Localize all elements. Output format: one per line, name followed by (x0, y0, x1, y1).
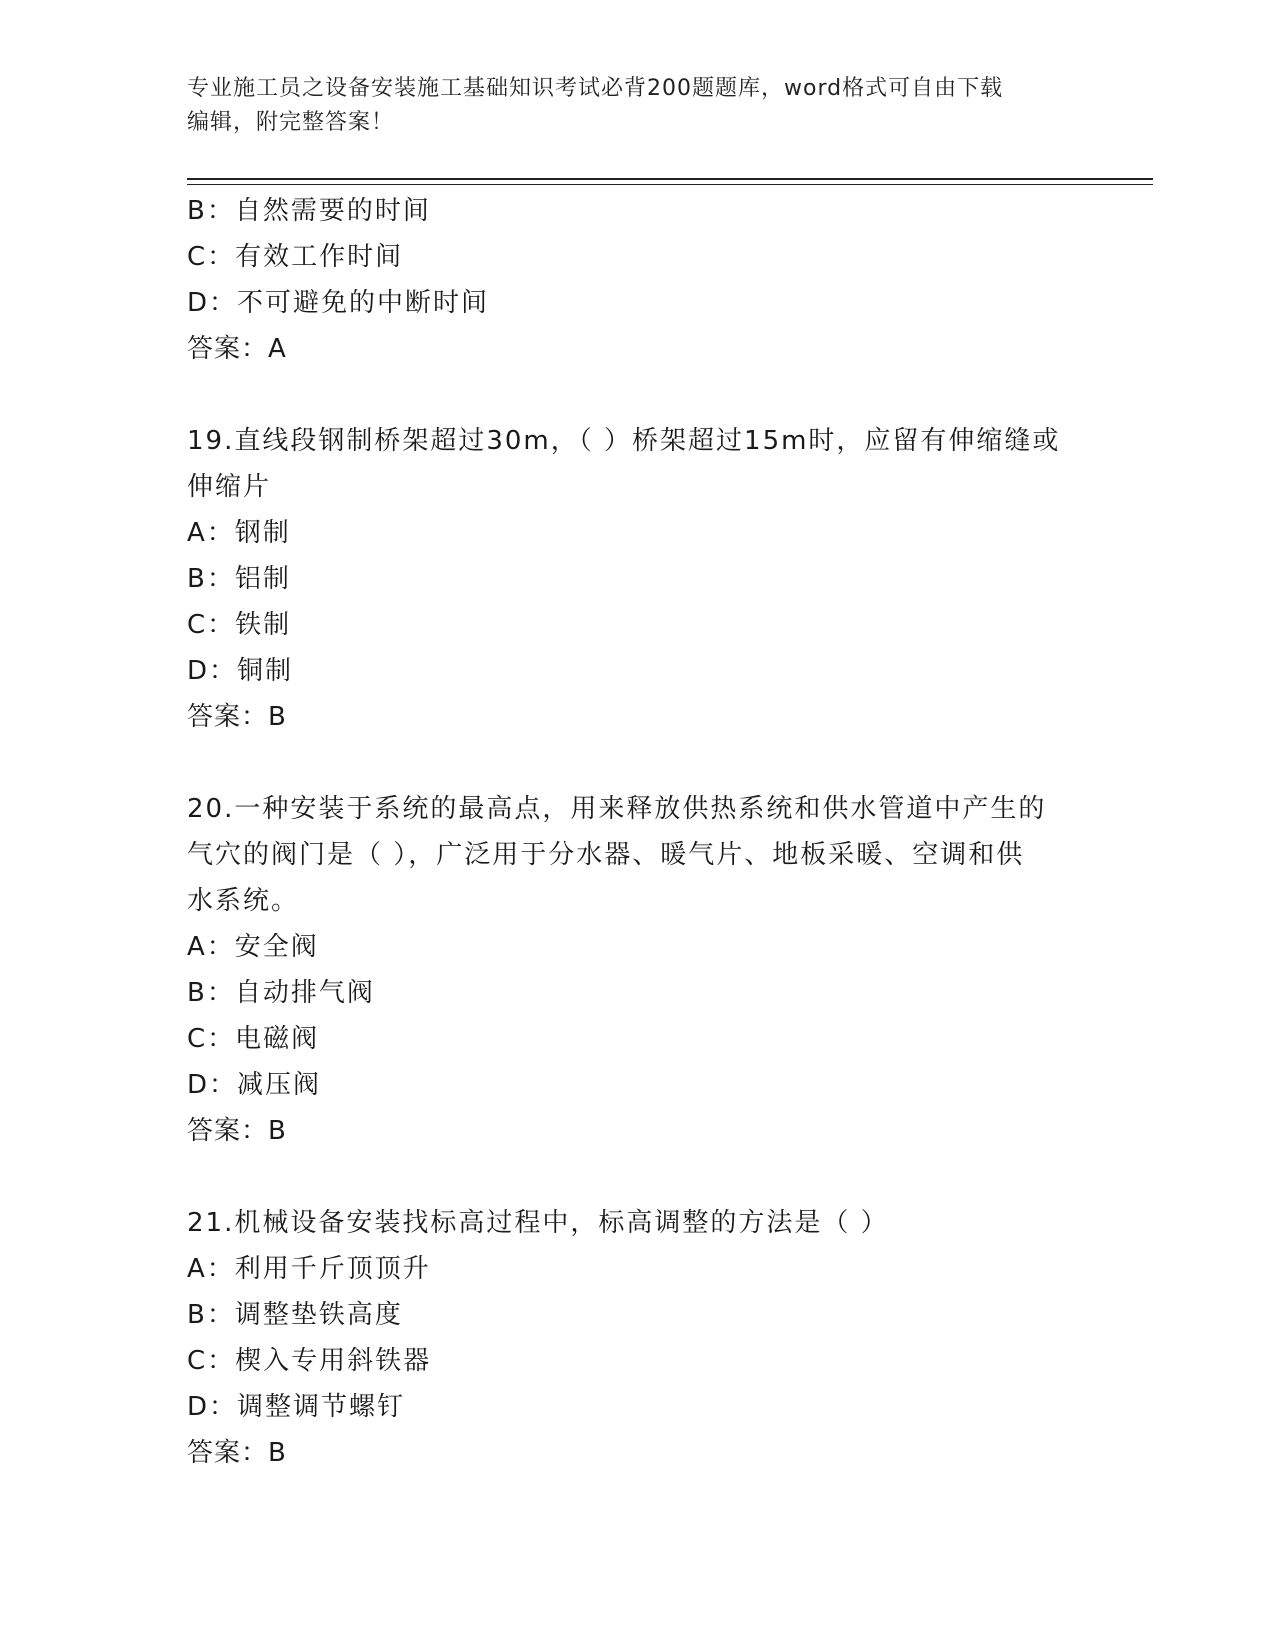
question-list (187, 188, 1087, 1476)
question-stem-continued: 水系统。 (187, 886, 300, 916)
answer: 答案：B (187, 1116, 287, 1146)
spacer (187, 1154, 1087, 1200)
spacer (187, 740, 1087, 786)
option-b: B：自然需要的时间 (187, 196, 431, 226)
question-20-block (187, 786, 1087, 1154)
question-stem: 20.一种安装于系统的最高点，用来释放供热系统和供水管道中产生的 (187, 794, 1047, 824)
option-d: D：铜制 (187, 656, 294, 686)
header-divider-thin (187, 184, 1153, 185)
question-21-block (187, 1200, 1087, 1476)
option-a: A：利用千斤顶顶升 (187, 1254, 431, 1284)
option-d: D：减压阀 (187, 1070, 322, 1100)
header-title-line-1: 专业施工员之设备安装施工基础知识考试必背200题题库，word格式可自由下载 (187, 76, 1004, 101)
question-18-block (187, 188, 1087, 372)
page-header (187, 72, 1087, 140)
option-a: A：安全阀 (187, 932, 319, 962)
question-stem: 21.机械设备安装找标高过程中，标高调整的方法是（ ） (187, 1208, 889, 1238)
header-divider (187, 178, 1153, 180)
question-stem: 19.直线段钢制桥架超过30m，（ ）桥架超过15m时，应留有伸缩缝或 (187, 426, 1061, 456)
question-stem-continued: 气穴的阀门是（ ），广泛用于分水器、暖气片、地板采暖、空调和供 (187, 840, 1025, 870)
answer: 答案：A (187, 334, 287, 364)
option-c: C：楔入专用斜铁器 (187, 1346, 432, 1376)
option-a: A：钢制 (187, 518, 291, 548)
option-b: B：铝制 (187, 564, 291, 594)
answer: 答案：B (187, 702, 287, 732)
option-d: D：调整调节螺钉 (187, 1392, 406, 1422)
option-d: D：不可避免的中断时间 (187, 288, 490, 318)
spacer (187, 372, 1087, 418)
option-c: C：铁制 (187, 610, 292, 640)
question-stem-continued: 伸缩片 (187, 472, 272, 502)
header-title-line-2: 编辑，附完整答案！ (187, 110, 395, 135)
option-c: C：电磁阀 (187, 1024, 320, 1054)
question-19-block (187, 418, 1087, 740)
option-b: B：调整垫铁高度 (187, 1300, 403, 1330)
answer: 答案：B (187, 1438, 287, 1468)
option-c: C：有效工作时间 (187, 242, 404, 272)
option-b: B：自动排气阀 (187, 978, 375, 1008)
